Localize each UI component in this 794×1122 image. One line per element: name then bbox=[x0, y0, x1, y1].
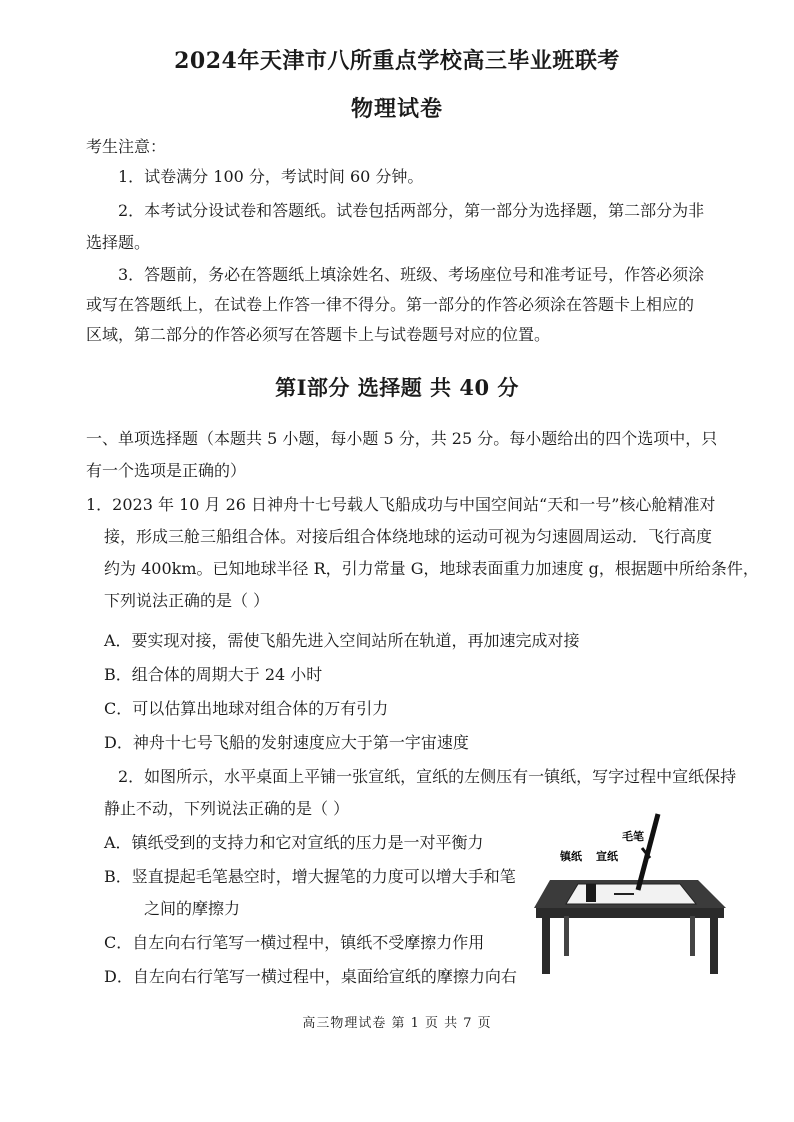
part1-instructions-line-1: 一、单项选择题（本题共 5 小题，每小题 5 分，共 25 分。每小题给出的四个选项中，只 bbox=[86, 429, 718, 448]
notice-item-2-line-1: 2．本考试分设试卷和答题纸。试卷包括两部分，第一部分为选择题，第二部分为非 bbox=[118, 201, 705, 220]
desk-brush-figure bbox=[530, 808, 730, 978]
label-paper: 宣纸 bbox=[596, 850, 618, 863]
label-weight: 镇纸 bbox=[560, 850, 582, 863]
desk-leg-front-right bbox=[710, 918, 718, 974]
desk-leg-back-right bbox=[690, 916, 695, 956]
desk-leg-back-left bbox=[564, 916, 569, 956]
notice-item-3-line-3: 区域，第二部分的作答必须写在答题卡上与试卷题号对应的位置。 bbox=[86, 325, 551, 344]
q1-stem-line-2: 接，形成三舱三船组合体。对接后组合体绕地球的运动可视为匀速圆周运动．飞行高度 bbox=[104, 527, 713, 546]
q2-stem-line-2: 静止不动，下列说法正确的是（ ） bbox=[104, 799, 350, 818]
part1-instructions-line-2: 有一个选项是正确的） bbox=[86, 461, 247, 480]
brush-icon bbox=[638, 814, 658, 890]
q1-stem-line-1: 1．2023 年 10 月 26 日神舟十七号载人飞船成功与中国空间站“天和一号”核心舱精准对 bbox=[86, 495, 716, 514]
q2-option-d: D．自左向右行笔写一横过程中，桌面给宣纸的摩擦力向右 bbox=[104, 967, 517, 986]
q2-option-b-line-1: B．竖直提起毛笔悬空时，增大握笔的力度可以增大手和笔 bbox=[104, 867, 516, 886]
notice-item-1: 1．试卷满分 100 分，考试时间 60 分钟。 bbox=[118, 167, 424, 186]
exam-title: 2024年天津市八所重点学校高三毕业班联考 bbox=[174, 48, 620, 74]
q1-option-c: C．可以估算出地球对组合体的万有引力 bbox=[104, 699, 389, 718]
page-footer: 高三物理试卷 第 1 页 共 7 页 bbox=[302, 1016, 492, 1031]
q2-option-b-line-2: 之间的摩擦力 bbox=[144, 899, 241, 918]
q2-option-c: C．自左向右行笔写一横过程中，镇纸不受摩擦力作用 bbox=[104, 933, 485, 952]
q1-option-d: D．神舟十七号飞船的发射速度应大于第一宇宙速度 bbox=[104, 733, 469, 752]
label-brush: 毛笔 bbox=[622, 830, 644, 843]
notice-item-3-line-2: 或写在答题纸上，在试卷上作答一律不得分。第一部分的作答必须涂在答题卡上相应的 bbox=[86, 295, 695, 314]
q1-stem-line-4: 下列说法正确的是（ ） bbox=[104, 591, 270, 610]
q1-option-b: B．组合体的周期大于 24 小时 bbox=[104, 665, 323, 684]
q2-option-a: A．镇纸受到的支持力和它对宣纸的压力是一对平衡力 bbox=[104, 833, 484, 852]
notice-heading: 考生注意： bbox=[86, 137, 167, 156]
q1-stem-line-3: 约为 400km。已知地球半径 R，引力常量 G，地球表面重力加速度 g，根据题中所给条件， bbox=[104, 559, 759, 578]
notice-item-2-line-2: 选择题。 bbox=[86, 233, 151, 252]
desk-leg-front-left bbox=[542, 918, 550, 974]
q2-stem-line-1: 2．如图所示，水平桌面上平铺一张宣纸，宣纸的左侧压有一镇纸，写字过程中宣纸保持 bbox=[118, 767, 737, 786]
paperweight bbox=[586, 884, 596, 902]
exam-subtitle: 物理试卷 bbox=[350, 96, 443, 122]
section-title: 第Ⅰ部分 选择题 共 40 分 bbox=[275, 375, 519, 400]
q1-option-a: A．要实现对接，需使飞船先进入空间站所在轨道，再加速完成对接 bbox=[104, 631, 580, 650]
notice-item-3-line-1: 3．答题前，务必在答题纸上填涂姓名、班级、考场座位号和准考证号，作答必须涂 bbox=[118, 265, 705, 284]
